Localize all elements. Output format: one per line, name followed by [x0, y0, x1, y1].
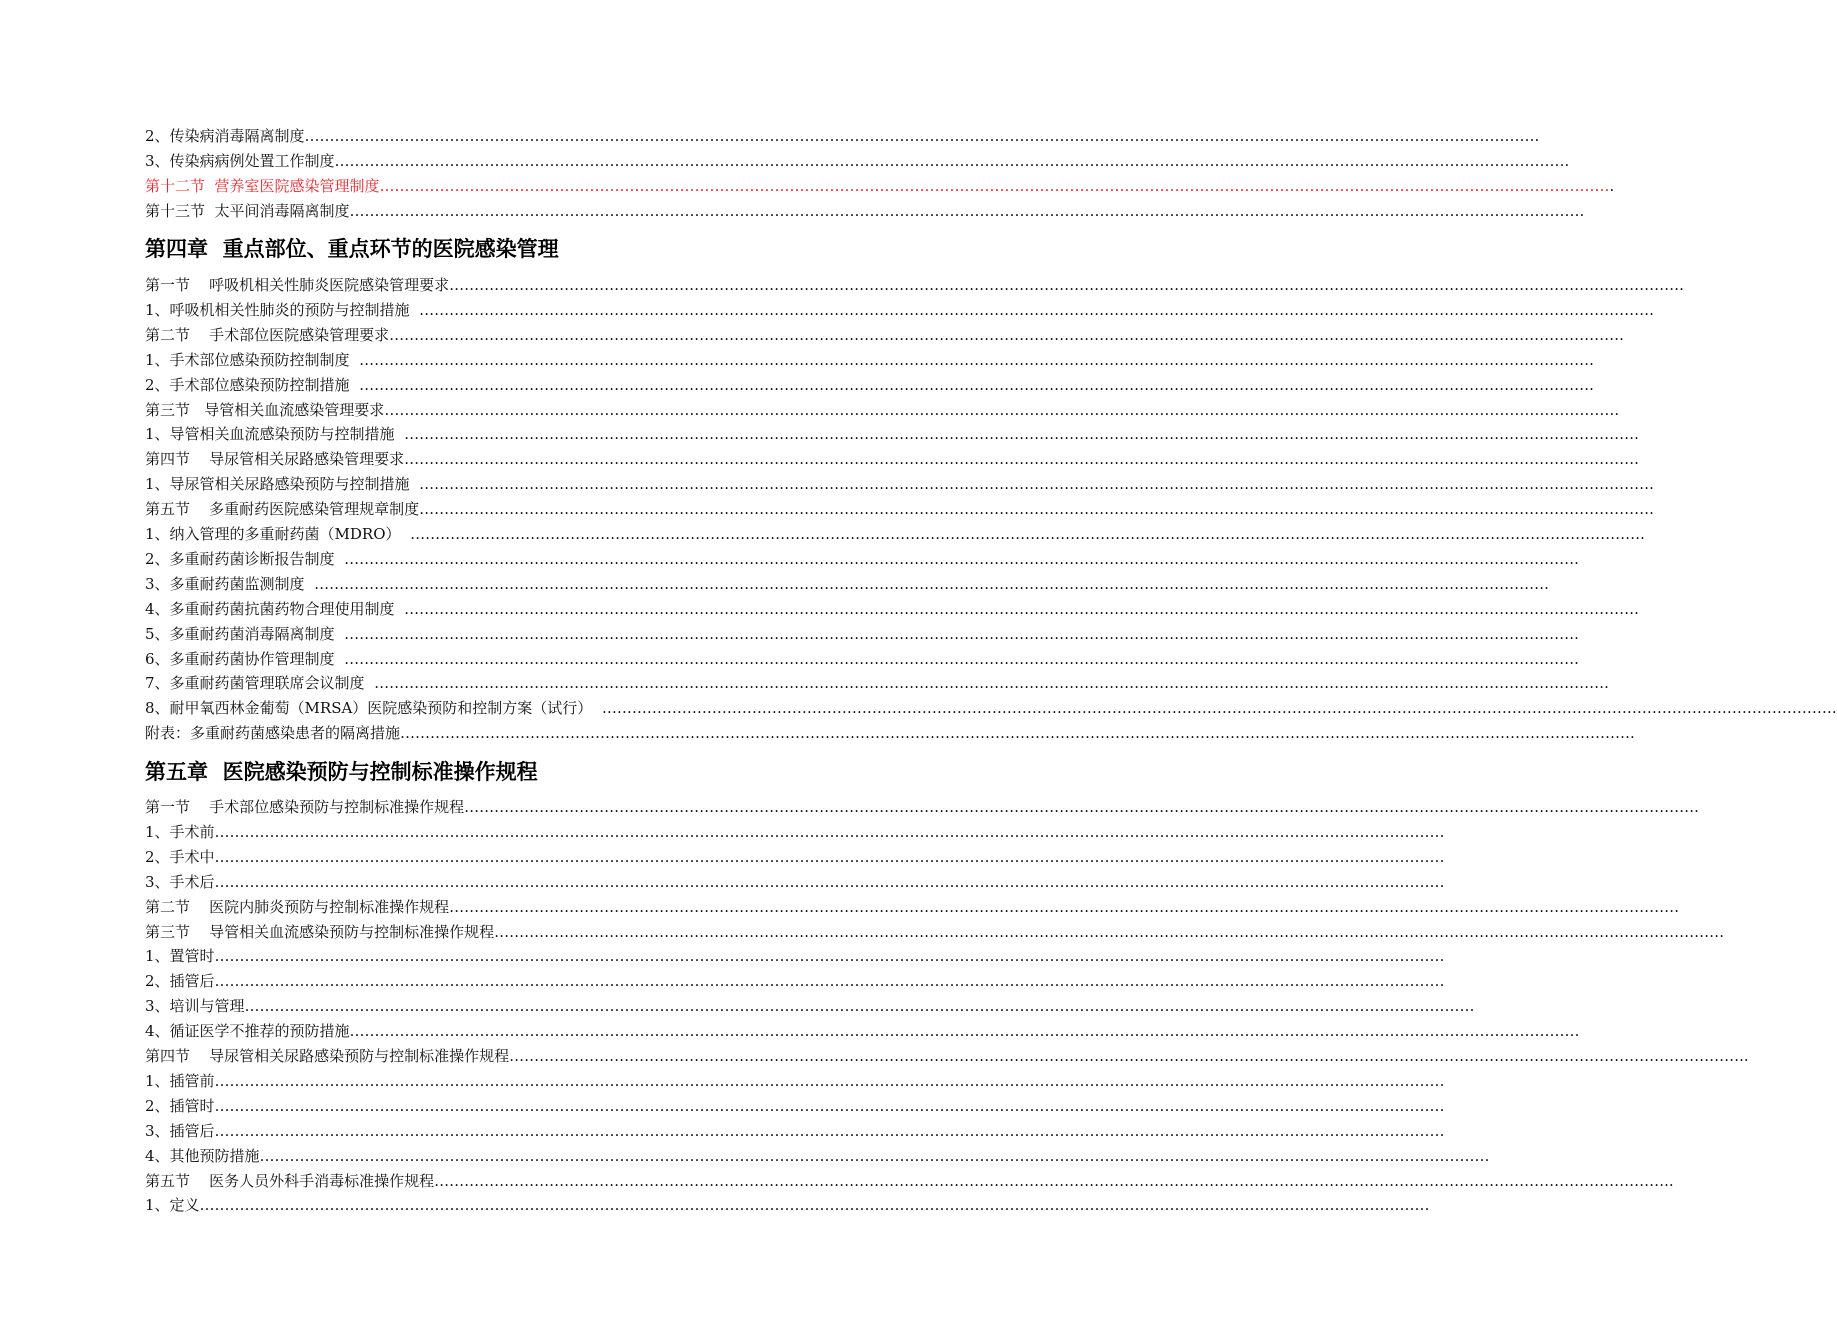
toc-entry-title: 2、多重耐药菌诊断报告制度	[145, 549, 345, 568]
dot-leader	[215, 945, 1445, 967]
toc-entry[interactable]	[145, 846, 772, 868]
toc-entry-title: 3、插管后	[145, 1121, 215, 1140]
toc-entry-title: 1、置管时	[145, 947, 215, 966]
toc-entry-title: 2、插管时	[145, 1096, 215, 1115]
toc-entry[interactable]	[145, 1170, 1674, 1192]
dot-leader	[464, 796, 1694, 818]
toc-entry[interactable]	[145, 1095, 772, 1117]
toc-entry-end-mark: .	[1640, 525, 1645, 543]
dot-leader	[602, 697, 1832, 719]
toc-entry-end-mark: .	[1649, 475, 1654, 494]
toc-entry[interactable]	[145, 1145, 772, 1167]
toc-entry-title: 第五节 多重耐药医院感染管理规章制度	[145, 500, 420, 519]
dot-leader	[215, 1095, 1445, 1117]
toc-entry[interactable]	[145, 175, 1615, 197]
toc-entry-end-mark: .	[1604, 674, 1609, 693]
dot-leader	[350, 200, 1580, 222]
toc-entry[interactable]	[145, 324, 1624, 346]
toc-entry[interactable]	[145, 995, 772, 1017]
toc-entry-title: 3、培训与管理	[145, 997, 245, 1016]
toc-entry-title: 第十三节 太平间消毒隔离制度	[145, 202, 350, 220]
toc-entry-end-mark: .	[1574, 649, 1579, 668]
toc-entry-title: 附表：多重耐药菌感染患者的隔离措施	[145, 724, 401, 743]
toc-entry[interactable]	[145, 150, 1570, 172]
toc-entry-title: 第四节 导尿管相关尿路感染管理要求	[145, 450, 405, 469]
toc-entry-end-mark: .	[1630, 724, 1635, 743]
toc-entry[interactable]	[145, 299, 1654, 321]
toc-entry-title: 4、多重耐药菌抗菌药物合理使用制度	[145, 599, 405, 618]
dot-leader	[200, 1194, 1430, 1216]
toc-entry[interactable]	[145, 423, 1639, 445]
toc-entry-end-mark: ..	[1739, 1047, 1749, 1065]
toc-entry-title: 1、导尿管相关尿路感染预防与控制措施	[145, 475, 420, 494]
dot-leader	[404, 448, 1634, 470]
toc-entry-title: 2、插管后	[145, 972, 215, 991]
toc-entry[interactable]	[145, 648, 1579, 670]
toc-entry[interactable]	[145, 473, 1654, 495]
dot-leader	[419, 473, 1649, 495]
toc-entry-end-mark: .	[1634, 425, 1639, 444]
dot-leader	[449, 274, 1679, 296]
toc-entry[interactable]	[145, 921, 766, 943]
toc-entry[interactable]	[145, 796, 1699, 818]
toc-entry[interactable]	[145, 697, 1837, 719]
toc-entry[interactable]	[145, 945, 772, 967]
toc-entry-end-mark: .	[1544, 574, 1549, 593]
dot-leader	[434, 1170, 1664, 1192]
toc-entry-title: 第一节 呼吸机相关性肺炎医院感染管理要求	[145, 276, 450, 294]
toc-entry-end-mark: .	[1619, 325, 1624, 344]
toc-entry-title: 第十二节 营养室医院感染管理制度	[145, 177, 380, 195]
toc-entry-title: 6、多重耐药菌协作管理制度	[145, 649, 345, 668]
toc-entry-end-mark: .	[1831, 699, 1837, 718]
toc-entry-title: 第二节 手术部位医院感染管理要求	[145, 325, 390, 344]
dot-leader	[260, 1145, 1490, 1167]
toc-entry[interactable]	[145, 448, 1639, 470]
dot-leader	[335, 150, 1565, 172]
toc-entry-title: 4、循证医学不推荐的预防措施	[145, 1022, 350, 1041]
toc-entry-title: 3、多重耐药菌监测制度	[145, 574, 315, 593]
toc-entry-title: 1、导管相关血流感染预防与控制措施	[145, 425, 405, 444]
toc-entry-title: 第二节 医院内肺炎预防与控制标准操作规程	[145, 897, 450, 916]
toc-entry-end-mark: .	[1694, 798, 1699, 816]
toc-entry-end-mark: .	[1634, 450, 1639, 469]
toc-entry-title: 1、插管前	[145, 1071, 215, 1090]
toc-entry-end-mark: .	[1609, 177, 1615, 195]
dot-leader	[509, 1045, 1739, 1067]
toc-entry-title: 7、多重耐药菌管理联席会议制度	[145, 674, 375, 693]
toc-entry-title: 1、手术前	[145, 822, 215, 841]
dot-leader	[305, 125, 1535, 147]
dot-leader	[410, 523, 1640, 545]
dot-leader	[359, 374, 1589, 396]
toc-entry-title: 1、手术部位感染预防控制制度	[145, 350, 360, 369]
toc-entry[interactable]	[145, 821, 772, 843]
dot-leader	[384, 399, 1614, 421]
toc-entry-end-mark: .	[1634, 599, 1639, 618]
toc-entry-title: 第四节 导尿管相关尿路感染预防与控制标准操作规程	[145, 1047, 510, 1065]
toc-entry[interactable]	[145, 896, 766, 918]
toc-entry[interactable]	[145, 970, 772, 992]
toc-entry-title: 第一节 手术部位感染预防与控制标准操作规程	[145, 798, 465, 816]
toc-entry[interactable]	[145, 722, 1635, 744]
toc-entry-end-mark: .	[1614, 400, 1620, 419]
dot-leader	[215, 821, 1445, 843]
toc-entry-end-mark: .	[1589, 375, 1594, 394]
toc-entry[interactable]	[145, 1020, 772, 1042]
toc-entry-title: 4、其他预防措施	[145, 1146, 260, 1165]
toc-entry[interactable]	[145, 523, 1645, 545]
toc-entry[interactable]	[145, 274, 1684, 296]
toc-entry-title: 第三节 导管相关血流感染预防与控制标准操作规程	[145, 922, 495, 941]
dot-leader	[245, 995, 1475, 1017]
toc-entry-end-mark: .	[1579, 202, 1585, 220]
dot-leader	[314, 573, 1544, 595]
toc-entry-title: 第五节 医务人员外科手消毒标准操作规程	[145, 1171, 435, 1190]
toc-entry[interactable]	[145, 548, 1579, 570]
chapter-heading: 第四章 重点部位、重点环节的医院感染管理	[145, 237, 559, 261]
dot-leader	[389, 324, 1619, 346]
dot-leader	[404, 423, 1634, 445]
dot-leader	[449, 896, 1679, 918]
dot-leader	[419, 498, 1649, 520]
dot-leader	[374, 672, 1604, 694]
toc-entry-end-mark: .	[1574, 549, 1579, 568]
toc-entry-title: 5、多重耐药菌消毒隔离制度	[145, 624, 345, 643]
toc-entry-title: 2、手术部位感染预防控制措施	[145, 375, 360, 394]
dot-leader	[215, 1070, 1445, 1092]
toc-entry[interactable]	[145, 374, 1594, 396]
toc-entry[interactable]	[145, 1120, 772, 1142]
toc-entry[interactable]	[145, 871, 772, 893]
toc-entry-end-mark: .	[1564, 152, 1570, 170]
dot-leader	[344, 548, 1574, 570]
toc-entry[interactable]	[145, 573, 1549, 595]
toc-entry[interactable]	[145, 200, 1585, 222]
toc-entry[interactable]	[145, 1194, 772, 1216]
toc-entry-title: 1、呼吸机相关性肺炎的预防与控制措施	[145, 300, 420, 319]
toc-entry-title: 1、纳入管理的多重耐药菌（MDRO）	[145, 525, 411, 543]
toc-entry-end-mark: .	[1649, 500, 1654, 519]
chapter-heading: 第五章 医院感染预防与控制标准操作规程	[145, 760, 538, 784]
dot-leader	[400, 722, 1630, 744]
toc-entry[interactable]	[145, 399, 1620, 421]
toc-entry-title: 3、传染病病例处置工作制度	[145, 152, 335, 170]
dot-leader	[419, 299, 1649, 321]
toc-entry-end-mark: .	[1574, 624, 1579, 643]
toc-entry[interactable]	[145, 598, 1639, 620]
toc-entry-end-mark: .	[1649, 300, 1654, 319]
toc-entry-title: 2、传染病消毒隔离制度	[145, 127, 305, 145]
dot-leader	[380, 175, 1610, 197]
dot-leader	[215, 970, 1445, 992]
toc-entry[interactable]	[145, 498, 1654, 520]
toc-entry-end-mark: .	[1679, 276, 1684, 294]
toc-entry-title: 1、定义	[145, 1196, 200, 1215]
dot-leader	[494, 921, 1724, 943]
toc-entry-end-mark: ..	[1664, 1171, 1674, 1190]
toc-entry[interactable]	[145, 623, 1579, 645]
dot-leader	[344, 623, 1574, 645]
toc-entry-title: 第三节 导管相关血流感染管理要求	[145, 400, 385, 419]
toc-entry[interactable]	[145, 672, 1609, 694]
dot-leader	[215, 1120, 1445, 1142]
toc-entry-end-mark: .	[1534, 127, 1540, 145]
dot-leader	[359, 349, 1589, 371]
toc-entry[interactable]	[145, 1045, 1749, 1067]
toc-entry-title: 3、手术后	[145, 872, 215, 891]
toc-entry-title: 8、耐甲氧西林金葡萄（MRSA）医院感染预防和控制方案（试行）	[145, 699, 602, 718]
dot-leader	[215, 846, 1445, 868]
dot-leader	[404, 598, 1634, 620]
dot-leader	[350, 1020, 1580, 1042]
dot-leader	[344, 648, 1574, 670]
toc-entry[interactable]	[145, 1070, 772, 1092]
toc-entry-end-mark: .	[1589, 350, 1594, 369]
toc-entry[interactable]	[145, 349, 1594, 371]
toc-entry-title: 2、手术中	[145, 847, 215, 866]
toc-entry[interactable]	[145, 125, 1540, 147]
dot-leader	[215, 871, 1445, 893]
